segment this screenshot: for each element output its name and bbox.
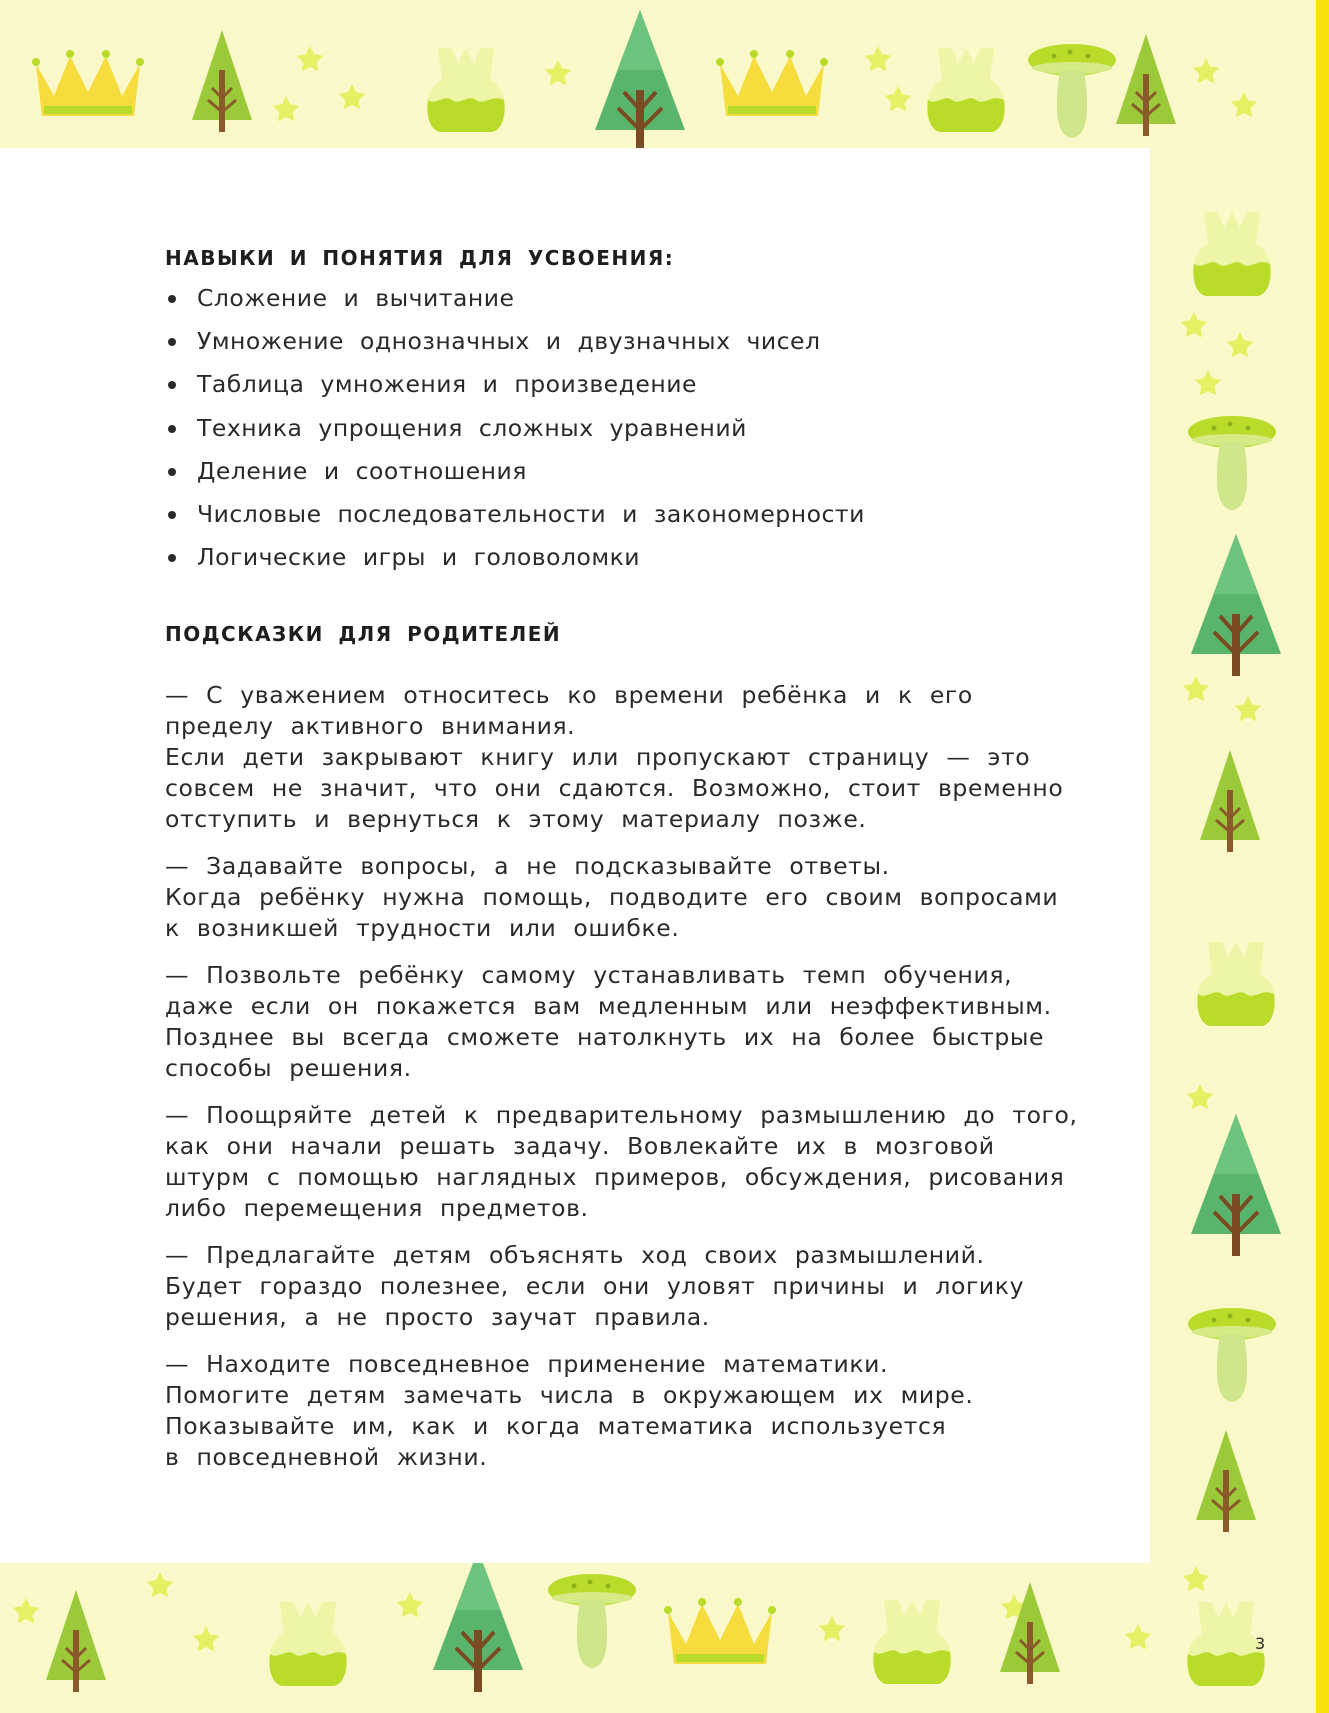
bullet-icon [168,338,176,346]
content-panel [0,148,1150,1563]
list-item: Техника упрощения сложных уравнений [168,413,865,456]
skills-heading: НАВЫКИ И ПОНЯТИЯ ДЛЯ УСВОЕНИЯ: [165,246,675,270]
list-item: Умножение однозначных и двузначных чисел [168,326,865,369]
bullet-icon [168,511,176,519]
bullet-icon [168,295,176,303]
tips-heading: ПОДСКАЗКИ ДЛЯ РОДИТЕЛЕЙ [165,622,562,646]
list-item: Сложение и вычитание [168,283,865,326]
bullet-icon [168,554,176,562]
tip-paragraph: — С уважением относитесь ко времени ребёнка и к его пределу активного внимания. Если дети закрывают книгу или пропускают страницу — это совсем не значит, что они сдаются. Возможно, стоит временно отступить и вернуться к этому материалу позже. [165,681,1064,833]
tip-paragraph: — Находите повседневное применение математики. Помогите детям замечать числа в окружающем их мире. Показывайте им, как и когда математика используется в повседневной жизни. [165,1350,974,1471]
list-item: Деление и соотношения [168,456,865,499]
tip-paragraph: — Предлагайте детям объяснять ход своих размышлений. Будет гораздо полезнее, если они уловят причины и логику решения, а не просто заучат правила. [165,1241,1025,1331]
page-number: 3 [1255,1634,1266,1653]
tip-paragraph: — Поощряйте детей к предварительному размышлению до того, как они начали решать задачу. Вовлекайте их в мозговой штурм с помощью наглядных примеров, обсуждения, рисования либо перемещения предметов. [165,1101,1078,1222]
bullet-icon [168,425,176,433]
list-item: Логические игры и головоломки [168,542,865,585]
list-item: Числовые последовательности и закономерности [168,499,865,542]
tip-paragraph: — Позвольте ребёнку самому устанавливать темп обучения, даже если он покажется вам медленным или неэффективным. Позднее вы всегда сможете натолкнуть их на более быстрые способы решения. [165,961,1052,1082]
tip-paragraph: — Задавайте вопросы, а не подсказывайте ответы. Когда ребёнку нужна помощь, подводите его своим вопросами к возникшей трудности или ошибке. [165,852,1059,942]
tips-list [165,664,1095,1487]
skills-list [168,283,865,585]
list-item: Таблица умножения и произведение [168,369,865,412]
bullet-icon [168,381,176,389]
bullet-icon [168,468,176,476]
